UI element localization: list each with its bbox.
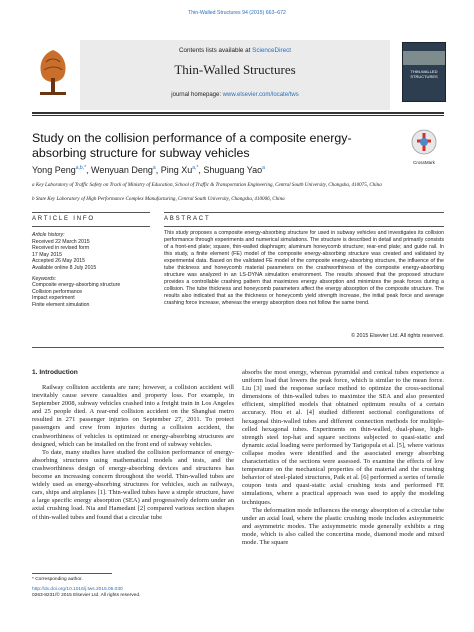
elsevier-logo	[32, 44, 74, 102]
abstract-rule-top	[164, 212, 444, 213]
journal-name: Thin-Walled Structures	[174, 62, 296, 77]
contents-prefix: Contents lists available at	[178, 47, 253, 54]
author-sup[interactable]: a,	[192, 165, 197, 171]
author-sup[interactable]: a,b,	[75, 165, 85, 171]
author-name[interactable]: Yong Peng	[32, 165, 76, 175]
history-item: 17 May 2015	[32, 251, 62, 258]
header-rule-bottom	[32, 115, 444, 116]
header-rule-top	[32, 112, 444, 114]
corresponding-mark: *	[196, 165, 199, 171]
keywords-label: Keywords:	[32, 275, 57, 282]
keyword: Impact experiment	[32, 295, 75, 302]
issn-line: 0263-8231/© 2015 Elsevier Ltd. All rights reserved.	[32, 593, 141, 599]
journal-cover-image	[402, 42, 446, 102]
author-name[interactable]: Ping Xu	[160, 165, 193, 175]
homepage-link[interactable]: www.elsevier.com/locate/tws	[222, 92, 299, 98]
author-name[interactable]: Wenyuan Deng	[91, 165, 153, 175]
section-heading-introduction: 1. Introduction	[32, 369, 78, 376]
author-sup[interactable]: a	[152, 165, 156, 171]
history-item: Received 22 March 2015	[32, 238, 90, 245]
journal-homepage	[80, 92, 390, 98]
history-label: Article history:	[32, 232, 65, 238]
keyword: Finite element simulation	[32, 301, 90, 308]
crossmark-badge[interactable]	[404, 129, 444, 165]
footnote-rule	[32, 573, 112, 574]
abstract-copyright: © 2015 Elsevier Ltd. All rights reserved.	[351, 333, 444, 339]
contents-line	[80, 47, 390, 54]
abstract-rule-mid	[164, 226, 444, 227]
history-item: Available online 8 July 2015	[32, 264, 97, 271]
affiliation-b: b State Key Laboratory of High Performance Complex Manufacturing, Central South University, Changsha, 410006, China	[32, 196, 285, 202]
history-item: Accepted 26 May 2015	[32, 258, 86, 265]
footnote	[32, 577, 232, 600]
article-title: Study on the collision performance of a composite energy-absorbing structure for subway vehicles	[32, 131, 352, 160]
cover-title: THIN-WALLED STRUCTURES	[410, 69, 438, 79]
author-sup[interactable]: a	[262, 165, 265, 171]
sciencedirect-link[interactable]: ScienceDirect	[252, 47, 291, 54]
corresponding-author-note: * Corresponding author.	[32, 577, 83, 582]
abstract-text: This study proposes a composite energy-absorbing structure for used in subway vehicles and investigates its collision performance through experiments and numerical simulations. The structure is described in detail and primarily consists of a front-end plate; square, thin-walled diaphragm; aluminum honeycomb structure; rear-end plate; and guide rail. In this study, a finite element (FE) model of the composite energy-absorbing structure was created and validated by experimental data. Based on the validated FE model of the composite energy-absorbing structure, the influence of the tube thickness and honeycomb material parameters on the crashworthiness of the composite energy-absorbing structure was analyzed in an LS-DYNA simulation environment. The results showed that the proposed structure provides a controllable crashing pattern that maximizes energy absorption and minimizes the peak forces during a collision. The tube thickness and honeycomb parameters affect the energy absorption of the composite structure. The results also indicated that as the thickness or honeycomb yield strength increase, the initial peak force and average crashing force increase, whereas the energy absorption does not follow the same trend.	[164, 230, 444, 306]
history-item: Received in revised form	[32, 245, 90, 252]
cover-band	[403, 51, 445, 65]
keyword: Collision performance	[32, 288, 83, 295]
article-info-heading: ARTICLE INFO	[32, 216, 95, 222]
author-list: Yong Peng$^{a,b,*}$, Wenyuan Deng$^a$, Ping $Xu^{a,*}$, Shuguang Yao$^a$	[32, 165, 265, 175]
homepage-prefix: journal homepage:	[171, 92, 223, 98]
author-name[interactable]: Shuguang Yao	[203, 165, 263, 175]
corresponding-mark: *	[84, 165, 87, 171]
body-column-left	[32, 384, 234, 522]
abstract-heading: ABSTRACT	[164, 216, 211, 222]
body-column-right	[242, 369, 444, 547]
info-rule-top	[32, 212, 150, 213]
article-info	[32, 232, 150, 309]
body-paragraph: Railway collision accidents are rare; however, a collision accident will inevitably cause severe casualties and property loss. For example, in September 2008, subway vehicles crashed into a freight train in Los Angeles and 25 people died. A rear-end collision accident on the Shanghai metro resulted in 271 passenger injuries on September 27, 2011. To protect passengers and crew from injuries during a collision accident, the crashworthiness of vehicles is optimized or energy-absorbing structures are designed, which can be installed on the front end of subway vehicles.	[32, 384, 234, 448]
crossmark-label: CrossMark	[413, 160, 435, 165]
abstract-rule-bottom	[32, 347, 444, 348]
info-rule-mid	[32, 226, 150, 227]
body-paragraph: The deformation mode influences the energy absorption of a circular tube under an axial load, where the plastic crushing mode includes axisymmetric and asymmetric modes. The axisymmetric mode generally exhibits a ring mode, which is also called the concertina mode, diamond mode and mixed mode. The square	[242, 506, 444, 546]
body-paragraph: absorbs the most energy, whereas pyramidal and conical tubes experience a uniform load that lowers the peak force, which is similar to the mean force. Liu [3] used the response surface method to optimize the cross-sectional dimensions of thin-walled tubes to maximize the SEA and also presented efficient, simplified models that obtained optimum results of a certain accuracy. Hou et al. [4] studied different sectional configurations of hexagonal thin-walled tubes and different connection methods for multiple-celled hexagonal tubes. Experiments on thin-walled, dual-phase, high-strength steel top-hat and square sections subjected to quasi-static and dynamic axial loading were performed by Tarigopula et al. [5], where various collapse modes were identified and the associated energy absorbing characteristics of the sections were assessed. To examine the effects of low temperature on the mechanical properties of the material and the crushing behavior of steel-plated structures, Paik et al. [6] performed a series of tensile coupon tests and quasi-static axial crushing tests and performed FE simulations, where a practical approach was used to apply the modeling techniques.	[242, 369, 444, 506]
crossmark-icon	[411, 129, 437, 155]
keyword: Composite energy-absorbing structure	[32, 282, 121, 289]
doi-link[interactable]: http://dx.doi.org/10.1016/j.tws.2015.05.030	[32, 587, 123, 593]
affiliation-a: a Key Laboratory of Traffic Safety on Track of Ministry of Education, School of Traffic & Transportation Engineering, Central South University, Changsha, 410075, China	[32, 182, 382, 188]
body-paragraph: To date, many studies have studied the collision performance of energy-absorbing structures using mathematical models and tests, and the crashworthiness design of energy-absorbing devices and structures has become an increasing concern throughout the world. Thin-walled tubes are widely used as energy-absorbing structures for vehicles, such as railways, cars, ships and airplanes [1]. Thin-walled tubes have a simple structure, have a large specific energy absorption (SEA) and progressively deform under an axial crushing load. Nia and Hamedani [2] compared various section shapes of thin-walled tubes and found that a circular tube	[32, 448, 234, 521]
journal-reference[interactable]: Thin-Walled Structures 94 (2015) 663–672	[188, 10, 286, 16]
